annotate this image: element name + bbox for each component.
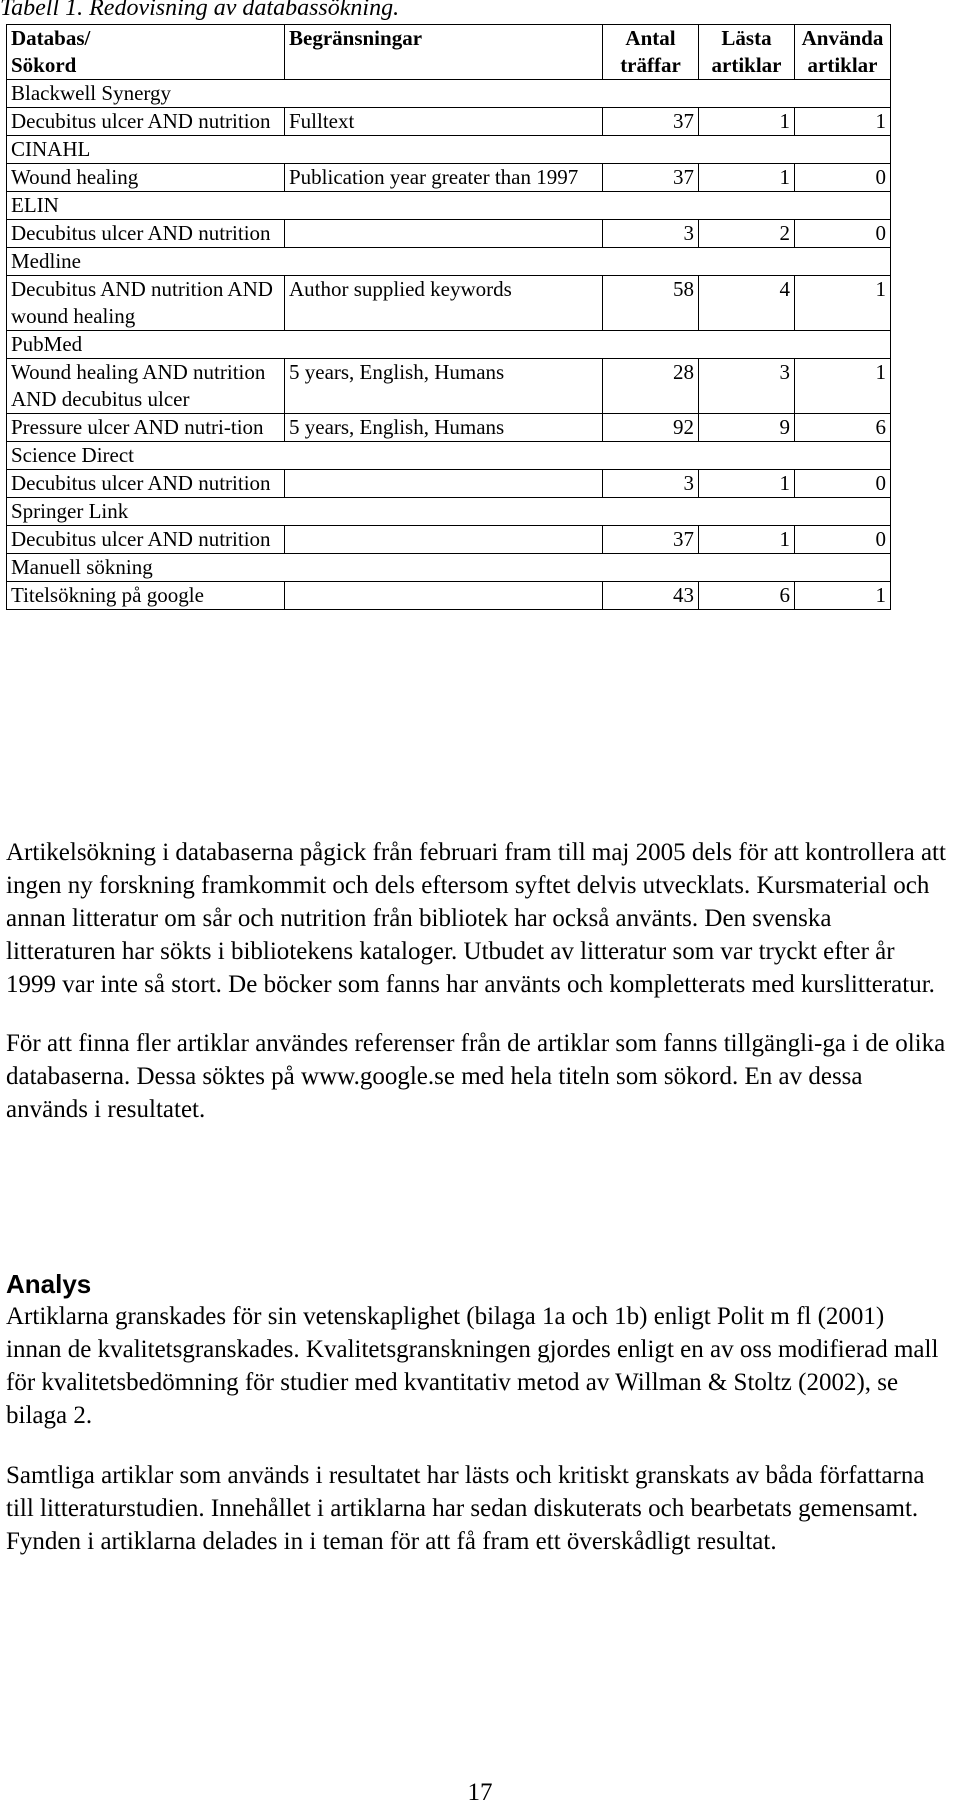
header-hits bbox=[603, 25, 699, 80]
header-limits: Begränsningar bbox=[285, 25, 603, 80]
header-database-keyword bbox=[7, 25, 285, 80]
hits-count: 37 bbox=[603, 108, 699, 136]
hits-count: 92 bbox=[603, 414, 699, 442]
read-count: 6 bbox=[699, 582, 795, 610]
body-paragraph: För att finna fler artiklar användes referenser från de artiklar som fanns tillgängli-ga i de olika databaserna. Dessa söktes på www.google.se med hela titeln som sökord. En av dessa används i resultatet. bbox=[6, 1030, 946, 1123]
table-row bbox=[7, 582, 891, 610]
search-keyword: Wound healing AND nutrition AND decubitus ulcer bbox=[7, 359, 285, 414]
used-count: 0 bbox=[795, 470, 891, 498]
database-search-table bbox=[6, 24, 891, 610]
read-count: 1 bbox=[699, 108, 795, 136]
used-count: 0 bbox=[795, 220, 891, 248]
header-used bbox=[795, 25, 891, 80]
used-count: 0 bbox=[795, 526, 891, 554]
header-read-line1: Lästa bbox=[721, 26, 772, 50]
search-keyword: Titelsökning på google bbox=[7, 582, 285, 610]
body-paragraph: Artiklarna granskades för sin vetenskaplighet (bilaga 1a och 1b) enligt Polit m fl (2001) innan de kvalitetsgranskades. Kvalitetsgranskningen gjordes enligt en av oss modifierad mall för kvalitetsbedömning för studier med kvantitativ metod av Willman & Stoltz (2002), se bilaga 2. bbox=[6, 1303, 939, 1429]
search-limits bbox=[285, 220, 603, 248]
used-count: 6 bbox=[795, 414, 891, 442]
header-hits-line1: Antal bbox=[625, 26, 676, 50]
table-row bbox=[7, 220, 891, 248]
read-count: 1 bbox=[699, 470, 795, 498]
hits-count: 3 bbox=[603, 470, 699, 498]
search-limits bbox=[285, 526, 603, 554]
table-row bbox=[7, 470, 891, 498]
used-count: 1 bbox=[795, 276, 891, 331]
hits-count: 37 bbox=[603, 164, 699, 192]
search-limits: 5 years, English, Humans bbox=[285, 359, 603, 414]
read-count: 4 bbox=[699, 276, 795, 331]
table-row bbox=[7, 164, 891, 192]
search-limits: Fulltext bbox=[285, 108, 603, 136]
header-used-line1: Använda bbox=[801, 26, 884, 50]
hits-count: 43 bbox=[603, 582, 699, 610]
used-count: 1 bbox=[795, 359, 891, 414]
body-paragraph: Samtliga artiklar som används i resultatet har lästs och kritiskt granskats av båda författarna till litteraturstudien. Innehållet i artiklarna har sedan diskuterats och bearbetats gemensamt. Fynden i artiklarna delades in i teman för att få fram ett överskådligt resultat. bbox=[6, 1462, 925, 1555]
search-limits bbox=[285, 470, 603, 498]
search-limits bbox=[285, 582, 603, 610]
body-paragraph: Artikelsökning i databaserna pågick från februari fram till maj 2005 dels för att kontrollera att ingen ny forskning framkommit och dels eftersom syftet delvis utvecklats. Kursmaterial och annan litteratur om sår och nutrition från bibliotek har också använts. Den svenska litteraturen har sökts i bibliotekens kataloger. Utbudet av litteratur som var tryckt efter år 1999 var inte så stort. De böcker som fanns har använts och kompletterats med kurslitteratur. bbox=[6, 839, 946, 998]
database-name: Science Direct bbox=[7, 442, 891, 470]
header-hits-line2: träffar bbox=[620, 53, 681, 77]
search-keyword: Decubitus ulcer AND nutrition bbox=[7, 526, 285, 554]
read-count: 1 bbox=[699, 164, 795, 192]
table-section-row bbox=[7, 498, 891, 526]
hits-count: 3 bbox=[603, 220, 699, 248]
table-section-row bbox=[7, 80, 891, 108]
used-count: 1 bbox=[795, 582, 891, 610]
table-section-row bbox=[7, 192, 891, 220]
read-count: 2 bbox=[699, 220, 795, 248]
search-keyword: Pressure ulcer AND nutri-tion bbox=[7, 414, 285, 442]
table-row bbox=[7, 108, 891, 136]
page-number: 17 bbox=[467, 1779, 493, 1806]
table-row bbox=[7, 526, 891, 554]
search-limits: Author supplied keywords bbox=[285, 276, 603, 331]
read-count: 1 bbox=[699, 526, 795, 554]
header-read-line2: artiklar bbox=[711, 53, 782, 77]
table-section-row bbox=[7, 136, 891, 164]
database-name: PubMed bbox=[7, 331, 891, 359]
database-name: ELIN bbox=[7, 192, 891, 220]
header-read bbox=[699, 25, 795, 80]
table-section-row bbox=[7, 442, 891, 470]
database-name: Medline bbox=[7, 248, 891, 276]
database-name: Manuell sökning bbox=[7, 554, 891, 582]
table-section-row bbox=[7, 248, 891, 276]
section-heading-analys: Analys bbox=[6, 1269, 92, 1299]
search-keyword: Wound healing bbox=[7, 164, 285, 192]
header-database: Databas/ bbox=[11, 26, 91, 50]
hits-count: 28 bbox=[603, 359, 699, 414]
table-section-row bbox=[7, 331, 891, 359]
table-row bbox=[7, 276, 891, 331]
hits-count: 37 bbox=[603, 526, 699, 554]
database-name: CINAHL bbox=[7, 136, 891, 164]
database-name: Springer Link bbox=[7, 498, 891, 526]
table-caption: Tabell 1. Redovisning av databassökning. bbox=[0, 0, 400, 21]
table-section-row bbox=[7, 554, 891, 582]
header-keyword: Sökord bbox=[11, 53, 77, 77]
header-used-line2: artiklar bbox=[807, 53, 878, 77]
search-limits: 5 years, English, Humans bbox=[285, 414, 603, 442]
search-keyword: Decubitus AND nutrition AND wound healing bbox=[7, 276, 285, 331]
hits-count: 58 bbox=[603, 276, 699, 331]
table-row bbox=[7, 414, 891, 442]
table-header-row bbox=[7, 25, 891, 80]
search-keyword: Decubitus ulcer AND nutrition bbox=[7, 470, 285, 498]
search-keyword: Decubitus ulcer AND nutrition bbox=[7, 108, 285, 136]
used-count: 1 bbox=[795, 108, 891, 136]
search-keyword: Decubitus ulcer AND nutrition bbox=[7, 220, 285, 248]
read-count: 3 bbox=[699, 359, 795, 414]
used-count: 0 bbox=[795, 164, 891, 192]
database-name: Blackwell Synergy bbox=[7, 80, 891, 108]
search-limits: Publication year greater than 1997 bbox=[285, 164, 603, 192]
table-row bbox=[7, 359, 891, 414]
read-count: 9 bbox=[699, 414, 795, 442]
